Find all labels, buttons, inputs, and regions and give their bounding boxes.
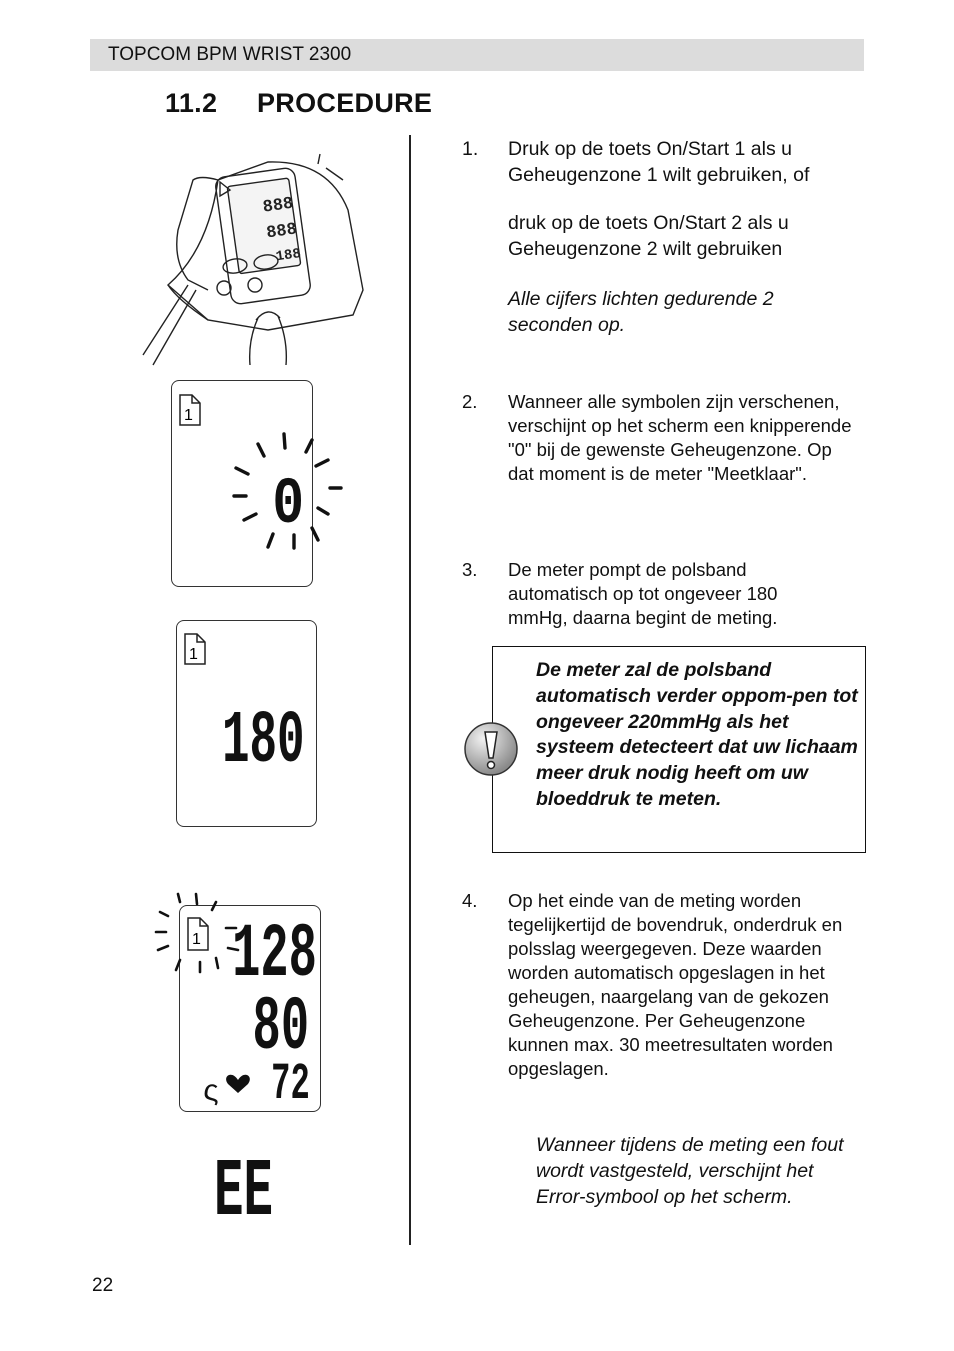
zone-number: 1 <box>189 646 198 663</box>
page-number: 22 <box>92 1275 114 1296</box>
pulse-segment-glyph: ς <box>202 1076 221 1110</box>
column-divider <box>409 135 411 1245</box>
step-number: 2. <box>462 391 478 412</box>
blink-digit: 0 <box>272 466 305 542</box>
document-title: TOPCOM BPM WRIST 2300 <box>108 44 352 65</box>
header-bar <box>90 39 864 71</box>
exclamation-icon <box>462 720 520 778</box>
step-text-alt: druk op de toets On/Start 2 als u Geheugenzone 2 wilt gebruiken <box>508 212 789 260</box>
step-text: De meter pompt de polsband automatisch op tot ongeveer 180 mmHg, daarna begint de meting. <box>508 559 778 628</box>
step-number: 3. <box>462 559 478 580</box>
section-number: 11.2 <box>165 88 218 118</box>
step-text: Op het einde van de meting worden tegelijkertijd de bovendruk, onderdruk en polsslag weergegeven. Deze waarden worden automatisch opgeslagen in het geheugen, naargelang van de gekozen Geheugenzone. Per Geheugenzone kunnen max. 30 meetresultaten worden opgeslagen. <box>508 890 843 1079</box>
pulse-value: 72 <box>271 1054 310 1110</box>
step-text: Wanneer alle symbolen zijn verschenen, verschijnt op het scherm een knipperende "0" bij de gewenste Geheugenzone. Op dat moment is de meter "Meetklaar". <box>508 391 852 484</box>
lcd-row-1-digits: 888 <box>261 194 295 218</box>
step-text: Druk op de toets On/Start 1 als u Geheugenzone 1 wilt gebruiken, of <box>508 138 810 186</box>
lcd-row-2-digits: 888 <box>265 220 299 244</box>
blinking-zero-value <box>226 428 356 556</box>
inflation-value <box>222 695 317 775</box>
result-values <box>198 910 318 1110</box>
systolic-value: 128 <box>232 911 317 998</box>
memory-zone-icon <box>178 393 202 427</box>
error-symbol <box>214 1148 294 1220</box>
step-number: 4. <box>462 890 478 911</box>
section-title: PROCEDURE <box>257 88 433 118</box>
inflate-digits: 180 <box>222 700 305 775</box>
lcd-row-3-digits: 188 <box>274 246 303 266</box>
wrist-device-illustration <box>138 150 368 370</box>
step-number: 1. <box>462 138 479 160</box>
section-heading <box>165 88 432 119</box>
heart-icon <box>226 1075 250 1093</box>
zone-number: 1 <box>184 407 193 424</box>
memory-zone-icon <box>183 632 207 666</box>
step-note: Alle cijfers lichten gedurende 2 seconden op. <box>508 288 774 336</box>
error-note: Wanneer tijdens de meting een fout wordt vastgesteld, verschijnt het Error-symbool op het scherm. <box>536 1134 844 1208</box>
zone-number: 1 <box>192 931 201 948</box>
warning-text: De meter zal de polsband automatisch verder oppom-pen tot ongeveer 220mmHg als het systeem detecteert dat uw lichaam meer druk nodig heeft om uw bloeddruk te meten. <box>536 659 858 810</box>
error-digits: EE <box>214 1148 274 1220</box>
step-1 <box>462 136 862 376</box>
diastolic-value: 80 <box>252 984 310 1071</box>
